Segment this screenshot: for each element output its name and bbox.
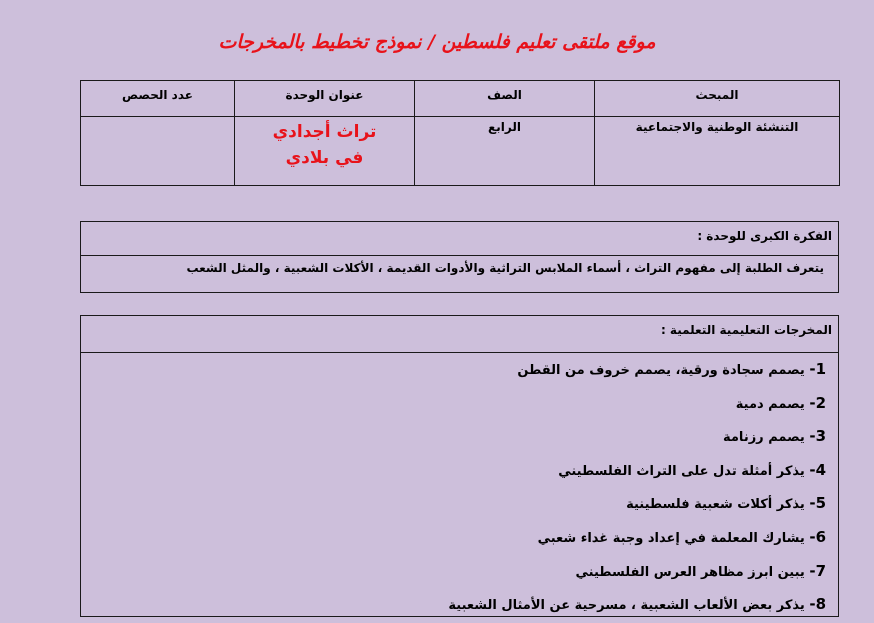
grade-value: الرابع — [415, 117, 595, 186]
outcome-item — [81, 420, 838, 454]
info-value-row — [81, 117, 840, 186]
outcome-number: 4- — [809, 460, 826, 479]
outcome-number: 7- — [809, 561, 826, 580]
outcome-text: يذكر أمثلة تدل على التراث الفلسطيني — [558, 463, 805, 479]
outcomes-list — [81, 353, 838, 622]
unit-title-value — [235, 117, 415, 186]
outcome-text: يشارك المعلمة في إعداد وجبة غداء شعبي — [537, 530, 805, 546]
info-header-row — [81, 81, 840, 117]
subject-value: التنشئة الوطنية والاجتماعية — [595, 117, 840, 186]
outcome-item — [81, 555, 838, 589]
big-idea-label: الفكرة الكبرى للوحدة : — [81, 222, 838, 256]
grade-header: الصف — [415, 81, 595, 117]
big-idea-text: يتعرف الطلبة إلى مفهوم التراث ، أسماء الملابس التراثية والأدوات القديمة ، الأكلات الشعبية ، والمثل الشعب — [186, 261, 824, 275]
periods-header: عدد الحصص — [81, 81, 235, 117]
outcome-text: يبين ابرز مظاهر العرس الفلسطيني — [575, 564, 805, 580]
outcome-number: 2- — [809, 393, 826, 412]
outcome-item — [81, 521, 838, 555]
outcome-text: يذكر بعض الألعاب الشعبية ، مسرحية عن الأمثال الشعبية — [448, 598, 805, 614]
periods-value — [81, 117, 235, 186]
info-table — [80, 80, 840, 186]
outcomes-box — [80, 315, 839, 617]
outcome-item — [81, 588, 838, 622]
outcome-number: 5- — [809, 494, 826, 513]
outcome-number: 1- — [809, 360, 826, 378]
outcome-text: يصمم دمية — [735, 396, 805, 412]
outcome-text: يذكر أكلات شعبية فلسطينية — [626, 497, 805, 513]
outcome-item — [81, 454, 838, 488]
subject-header: المبحث — [595, 81, 840, 117]
outcome-number: 8- — [809, 595, 826, 614]
unit-title-line1: تراث أجدادي — [272, 122, 377, 142]
outcome-number: 3- — [809, 427, 826, 446]
page-title: موقع ملتقى تعليم فلسطين / نموذج تخطيط بالمخرجات — [218, 31, 656, 53]
unit-title-line2: في بلادي — [285, 148, 364, 168]
unit-title-header: عنوان الوحدة — [235, 81, 415, 117]
outcome-item — [81, 387, 838, 421]
outcomes-label: المخرجات التعليمية التعلمية : — [81, 316, 838, 353]
outcome-number: 6- — [809, 527, 826, 546]
outcome-text: يصمم سجادة ورقية، يصمم خروف من القطن — [517, 363, 805, 378]
outcome-item — [81, 353, 838, 387]
big-idea-box — [80, 221, 839, 293]
outcome-item — [81, 487, 838, 521]
outcome-text: يصمم رزنامة — [723, 430, 805, 446]
